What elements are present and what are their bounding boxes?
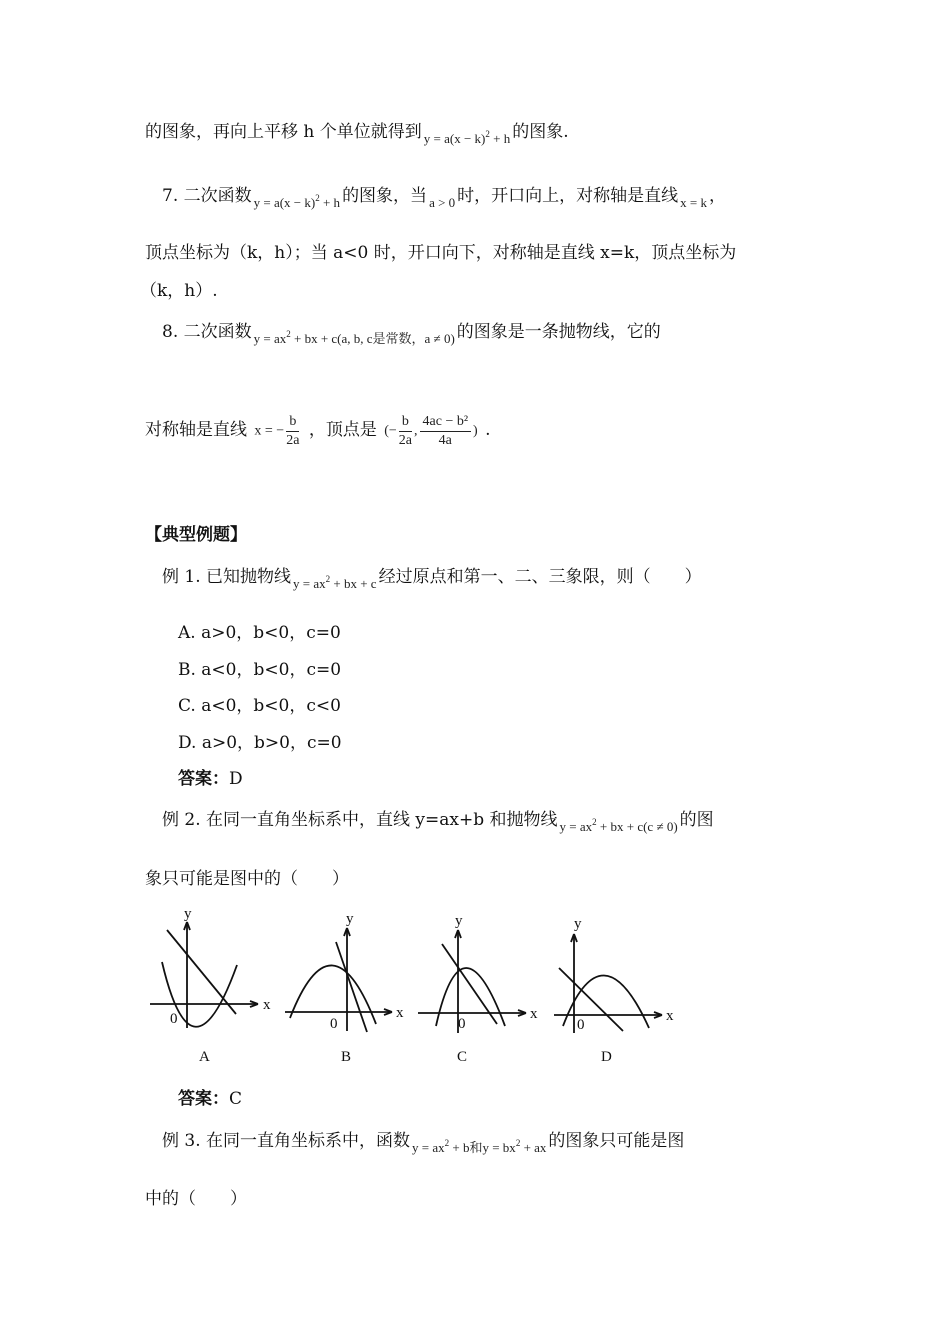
graph-b	[285, 928, 392, 1032]
section-heading: 【典型例题】	[145, 525, 247, 545]
graph-c-x-label: x	[530, 1006, 538, 1022]
option-a: A. a>0，b<0，c=0	[178, 623, 341, 643]
formula-vertex: (− $\frac{b}{2a}$ , $\frac{\text{4ac − b²}}{4a}$ )	[384, 414, 478, 449]
para-7-line-3: （k，h）.	[140, 281, 218, 301]
formula-a-positive: a > 0	[429, 195, 456, 210]
graph-c-label: C	[457, 1049, 468, 1065]
option-c: C. a<0，b<0，c<0	[178, 696, 341, 716]
graph-d-label: D	[601, 1049, 612, 1065]
graph-b-x-label: x	[396, 1005, 404, 1021]
graph-a-x-label: x	[263, 997, 271, 1013]
option-d: D. a>0，b>0，c=0	[178, 733, 342, 753]
example-2-question: 例 2. 在同一直角坐标系中，直线 y=ax+b 和抛物线 $y = ax^2$ + bx + c(c ≠ 0) 的图	[162, 804, 714, 833]
formula-general-form: $y = ax^2$ + bx + c(a, b, c是常数，a ≠ 0)	[253, 329, 455, 346]
para-7-line-1: 7. 二次函数 $y = a(x - k)^2 + h$ 的图象，当 a > 0 时，开口向上，对称轴是直线 x = k ，	[162, 180, 726, 209]
graph-d-origin: 0	[577, 1017, 585, 1033]
para-7-line-2: 顶点坐标为（k，h）；当 a<0 时，开口向下，对称轴是直线 x=k，顶点坐标为	[145, 243, 737, 263]
formula-vertex-form: $y = a(x - k)^2 + h$	[253, 193, 341, 210]
graph-b-y-label: y	[346, 911, 354, 927]
graph-d-y-label: y	[574, 916, 582, 932]
graph-c-y-label: y	[455, 913, 463, 929]
example-1-question: 例 1. 已知抛物线 $y = ax^2$ + bx + c 经过原点和第一、二、三象限，则（ ）	[162, 561, 702, 590]
example-1-answer: 答案：D	[178, 769, 243, 789]
example-2-graphs	[140, 900, 680, 1070]
formula-axis-of-symmetry: x = − $\frac{b}{2a}$	[254, 414, 300, 449]
para-translation: 的图象，再向上平移 h 个单位就得到 $y = a(x - k)^2 + h$ 的图象.	[145, 116, 569, 145]
formula-vertex-form: $y = a(x - k)^2 + h$	[423, 129, 511, 146]
graph-d-x-label: x	[666, 1008, 674, 1024]
example-3-question-line-2: 中的（ ）	[145, 1189, 247, 1209]
graph-a-origin: 0	[170, 1011, 178, 1027]
example-3-question: 例 3. 在同一直角坐标系中，函数 $y = ax^2 + b$和$y = bx^2$ + ax 的图象只可能是图	[162, 1125, 684, 1154]
formula-two-functions: $y = ax^2 + b$和$y = bx^2$ + ax	[412, 1138, 547, 1155]
graph-d	[554, 934, 662, 1033]
graph-a-label: A	[199, 1049, 210, 1065]
graph-c	[418, 930, 526, 1033]
para-8-line-2: 对称轴是直线 x = − $\frac{b}{2a}$ ，顶点是 (− $\frac{b}{2a}$ , $\frac{\text{4ac − b²}}{4a}$ ) .	[145, 414, 491, 449]
graph-b-origin: 0	[330, 1016, 338, 1032]
formula-parabola: $y = ax^2$ + bx + c(c ≠ 0)	[559, 817, 678, 834]
graph-a-y-label: y	[184, 906, 192, 922]
graph-a	[150, 922, 258, 1028]
example-2-answer: 答案：C	[178, 1089, 243, 1109]
option-b: B. a<0，b<0，c=0	[178, 660, 342, 680]
graph-c-origin: 0	[458, 1016, 466, 1032]
example-2-question-line-2: 象只可能是图中的（ ）	[145, 869, 349, 889]
formula-parabola: $y = ax^2$ + bx + c	[293, 574, 377, 591]
para-8-line-1: 8. 二次函数 $y = ax^2$ + bx + c(a, b, c是常数，a ≠ 0) 的图象是一条抛物线，它的	[162, 316, 661, 345]
formula-axis: x = k	[680, 195, 708, 210]
graph-b-label: B	[341, 1049, 352, 1065]
